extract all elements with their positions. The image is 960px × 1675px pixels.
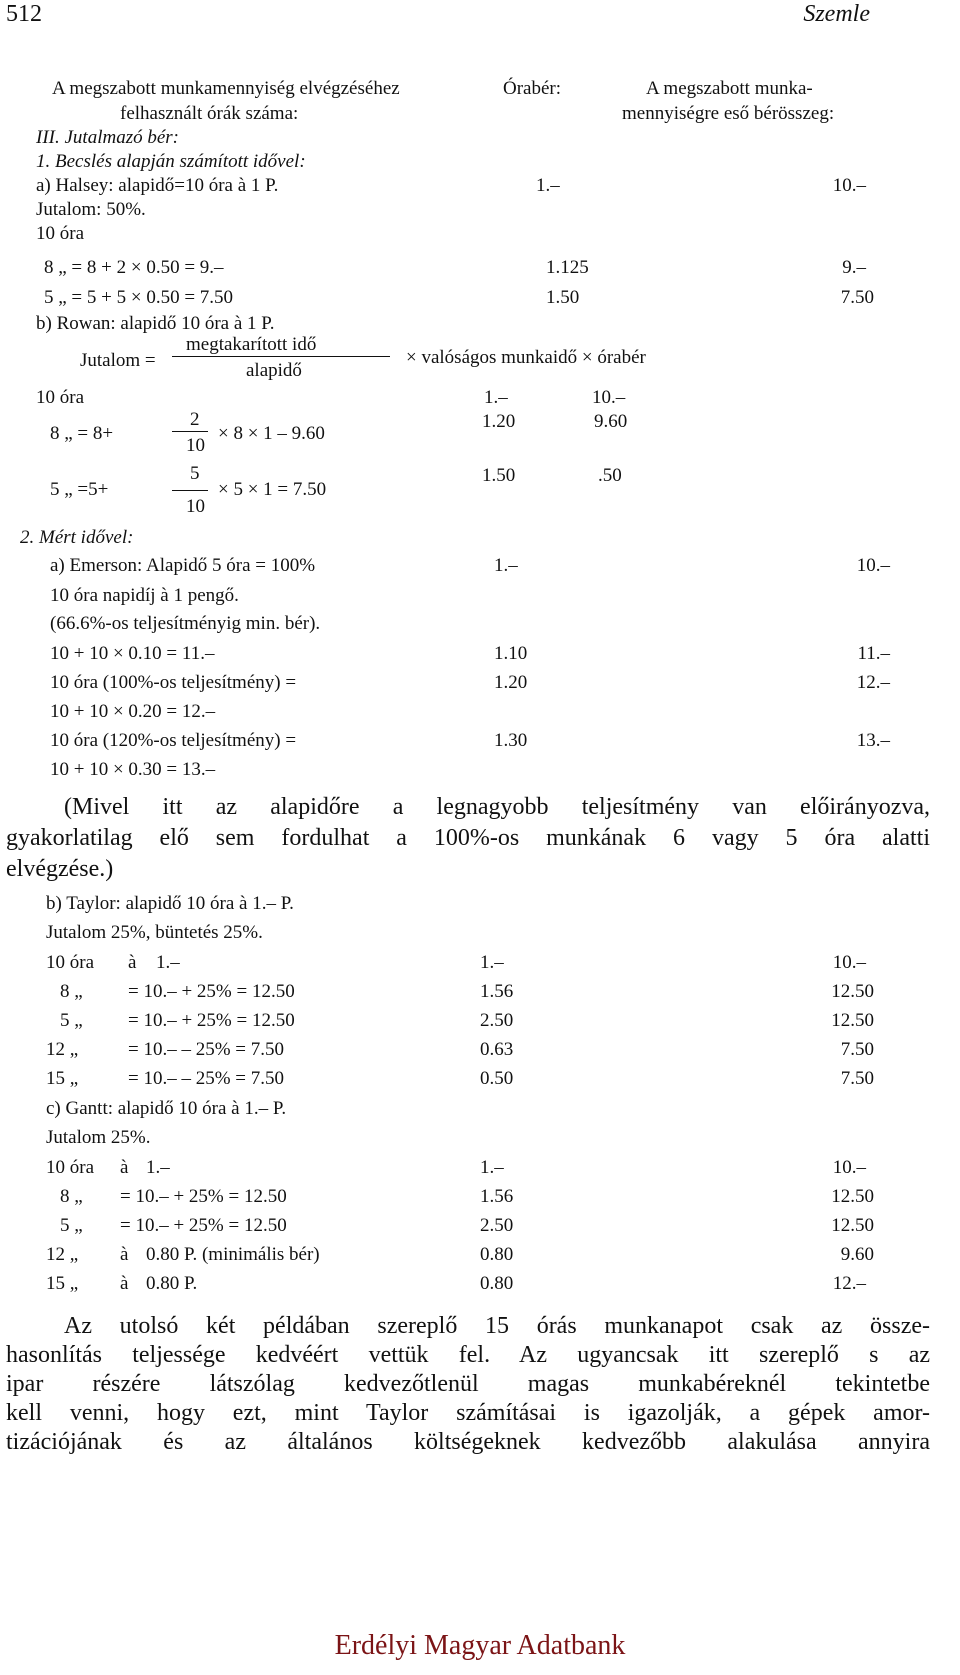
emerson-row-rate: 1.20 xyxy=(494,672,528,693)
paragraph-line: tizációjának és az általános költségeknek kedvezőbb alakulása annyira xyxy=(6,1429,930,1455)
column-header-amount-line2: mennyiségre eső bérösszeg: xyxy=(622,103,835,124)
taylor-row-amount: 7.50 xyxy=(840,1068,874,1089)
fraction-bar xyxy=(172,356,390,357)
gantt-row-rate: 2.50 xyxy=(480,1215,514,1236)
taylor-row-calc: = 10.– + 25% = 12.50 xyxy=(128,981,295,1002)
taylor-row-calc: = 10.– + 25% = 12.50 xyxy=(128,1010,295,1031)
paragraph-line: hasonlítás teljessége kedvéért vettük fel. Az ugyancsak itt szereplő s az xyxy=(6,1342,930,1368)
taylor-row-amount: 12.50 xyxy=(831,1010,874,1031)
rowan-row-amount: .50 xyxy=(598,465,622,486)
halsey-title: a) Halsey: alapidő=10 óra à 1 P. xyxy=(36,175,279,196)
emerson-row-label: 10 + 10 × 0.20 = 12.– xyxy=(50,701,216,722)
gantt-row-hours: 8 „ xyxy=(60,1186,83,1207)
gantt-row-amount: 12.– xyxy=(832,1273,866,1294)
paragraph-line: kell venni, hogy ezt, mint Taylor számításai is igazolják, a gépek amor- xyxy=(6,1400,930,1426)
gantt-row-calc: = 10.– + 25% = 12.50 xyxy=(120,1215,287,1236)
gantt-row-op: à xyxy=(120,1244,129,1265)
taylor-row-op: à xyxy=(128,952,137,973)
gantt-row-op: à xyxy=(120,1273,129,1294)
note-line: gyakorlatilag elő sem fordulhat a 100%-os munkának 6 vagy 5 óra alatti xyxy=(6,825,930,851)
column-header-amount-line1: A megszabott munka- xyxy=(646,78,813,99)
rowan-formula-numerator: megtakarított idő xyxy=(186,334,317,355)
gantt-row-hours: 15 „ xyxy=(46,1273,79,1294)
note-line: elvégzése.) xyxy=(6,856,114,882)
emerson-rate: 1.– xyxy=(494,555,518,576)
note-line: (Mivel itt az alapidőre a legnagyobb teljesítmény van előirányozva, xyxy=(64,794,930,820)
rowan-row-denominator: 10 xyxy=(186,496,205,517)
gantt-row-amount: 10.– xyxy=(832,1157,866,1178)
halsey-row-amount: 7.50 xyxy=(840,287,874,308)
gantt-row-amount: 12.50 xyxy=(831,1186,874,1207)
taylor-row-hours: 12 „ xyxy=(46,1039,79,1060)
rowan-formula-lhs: Jutalom = xyxy=(80,350,156,371)
gantt-row-amount: 12.50 xyxy=(831,1215,874,1236)
subsection-estimated: 1. Becslés alapján számított idővel: xyxy=(36,151,306,172)
gantt-row-op: à xyxy=(120,1157,129,1178)
rowan-row-left: 5 „ =5+ xyxy=(50,479,109,500)
section-title: III. Jutalmazó bér: xyxy=(36,127,179,148)
halsey-row-label: 8 „ = 8 + 2 × 0.50 = 9.– xyxy=(44,257,224,278)
rowan-row-rate: 1.– xyxy=(484,387,508,408)
rowan-formula-denominator: alapidő xyxy=(246,360,302,381)
emerson-row-label: 10 óra (120%-os teljesítmény) = xyxy=(50,730,297,751)
taylor-row-hours: 8 „ xyxy=(60,981,83,1002)
journal-title: Szemle xyxy=(803,1,870,27)
taylor-row-calc: 1.– xyxy=(156,952,180,973)
subsection-measured: 2. Mért idővel: xyxy=(20,527,134,548)
taylor-row-calc: = 10.– – 25% = 7.50 xyxy=(128,1039,285,1060)
gantt-row-calc: 1.– xyxy=(146,1157,170,1178)
gantt-row-calc: = 10.– + 25% = 12.50 xyxy=(120,1186,287,1207)
rowan-formula-rhs: × valóságos munkaidő × órabér xyxy=(406,347,646,368)
taylor-row-amount: 7.50 xyxy=(840,1039,874,1060)
emerson-title: a) Emerson: Alapidő 5 óra = 100% xyxy=(50,555,316,576)
rowan-row-label: 10 óra xyxy=(36,387,85,408)
halsey-row-rate: 1.125 xyxy=(546,257,589,278)
gantt-row-rate: 1.56 xyxy=(480,1186,514,1207)
gantt-row-hours: 10 óra xyxy=(46,1157,95,1178)
taylor-row-rate: 1.– xyxy=(480,952,504,973)
paragraph-line: ipar részére látszólag kedvezőtlenül magas munkabéreknél tekintetbe xyxy=(6,1371,930,1397)
column-header-rate: Órabér: xyxy=(503,78,562,99)
halsey-amount: 10.– xyxy=(832,175,866,196)
rowan-title: b) Rowan: alapidő 10 óra à 1 P. xyxy=(36,313,275,334)
halsey-row-label: 5 „ = 5 + 5 × 0.50 = 7.50 xyxy=(44,287,234,308)
taylor-row-rate: 0.50 xyxy=(480,1068,514,1089)
rowan-row-right: × 8 × 1 – 9.60 xyxy=(218,423,325,444)
emerson-row-rate: 1.10 xyxy=(494,643,528,664)
emerson-row-label: 10 + 10 × 0.30 = 13.– xyxy=(50,759,216,780)
emerson-row-label: 10 + 10 × 0.10 = 11.– xyxy=(50,643,215,664)
column-header-hours-line2: felhasznált órák száma: xyxy=(120,103,299,124)
halsey-bonus: Jutalom: 50%. xyxy=(36,199,146,220)
gantt-title: c) Gantt: alapidő 10 óra à 1.– P. xyxy=(46,1098,287,1119)
gantt-row-hours: 12 „ xyxy=(46,1244,79,1265)
halsey-row-amount: 9.– xyxy=(842,257,866,278)
column-header-hours-line1: A megszabott munkamennyiség elvégzéséhez xyxy=(52,78,400,99)
paragraph-line: Az utolsó két példában szereplő 15 órás munkanapot csak az össze- xyxy=(64,1313,930,1339)
taylor-row-amount: 12.50 xyxy=(831,981,874,1002)
emerson-line: 10 óra napidíj à 1 pengő. xyxy=(50,585,239,606)
rowan-row-denominator: 10 xyxy=(186,435,205,456)
taylor-row-amount: 10.– xyxy=(832,952,866,973)
gantt-row-rate: 0.80 xyxy=(480,1244,514,1265)
closing-paragraph xyxy=(6,1312,930,1457)
rowan-row-left: 8 „ = 8+ xyxy=(50,423,114,444)
taylor-row-hours: 10 óra xyxy=(46,952,95,973)
rowan-row-amount: 9.60 xyxy=(594,411,628,432)
footer-watermark: Erdélyi Magyar Adatbank xyxy=(334,1630,626,1661)
halsey-rate: 1.– xyxy=(536,175,560,196)
taylor-row-hours: 5 „ xyxy=(60,1010,83,1031)
gantt-bonus: Jutalom 25%. xyxy=(46,1127,151,1148)
halsey-row-rate: 1.50 xyxy=(546,287,580,308)
emerson-line: (66.6%-os teljesítményig min. bér). xyxy=(50,613,321,634)
taylor-row-rate: 2.50 xyxy=(480,1010,514,1031)
rowan-row-right: × 5 × 1 = 7.50 xyxy=(218,479,327,500)
taylor-row-calc: = 10.– – 25% = 7.50 xyxy=(128,1068,285,1089)
taylor-title: b) Taylor: alapidő 10 óra à 1.– P. xyxy=(46,893,294,914)
taylor-row-rate: 0.63 xyxy=(480,1039,514,1060)
fraction-bar xyxy=(172,431,208,432)
taylor-row-hours: 15 „ xyxy=(46,1068,79,1089)
taylor-row-rate: 1.56 xyxy=(480,981,514,1002)
emerson-amount: 10.– xyxy=(856,555,890,576)
taylor-bonus: Jutalom 25%, büntetés 25%. xyxy=(46,922,263,943)
gantt-row-hours: 5 „ xyxy=(60,1215,83,1236)
rowan-row-amount: 10.– xyxy=(592,387,626,408)
emerson-row-label: 10 óra (100%-os teljesítmény) = xyxy=(50,672,297,693)
fraction-bar xyxy=(172,490,208,491)
emerson-row-rate: 1.30 xyxy=(494,730,528,751)
emerson-row-amount: 12.– xyxy=(856,672,890,693)
gantt-row-amount: 9.60 xyxy=(840,1244,874,1265)
emerson-row-amount: 11.– xyxy=(857,643,890,664)
rowan-row-rate: 1.50 xyxy=(482,465,516,486)
rowan-row-rate: 1.20 xyxy=(482,411,516,432)
gantt-row-calc: 0.80 P. xyxy=(146,1273,198,1294)
gantt-row-calc: 0.80 P. (minimális bér) xyxy=(146,1244,320,1265)
halsey-row-label: 10 óra xyxy=(36,223,85,244)
emerson-row-amount: 13.– xyxy=(856,730,890,751)
note-paragraph xyxy=(6,792,930,885)
page-number: 512 xyxy=(6,1,42,27)
gantt-row-rate: 1.– xyxy=(480,1157,504,1178)
rowan-row-numerator: 2 xyxy=(190,409,200,430)
gantt-row-rate: 0.80 xyxy=(480,1273,514,1294)
rowan-row-numerator: 5 xyxy=(190,463,200,484)
